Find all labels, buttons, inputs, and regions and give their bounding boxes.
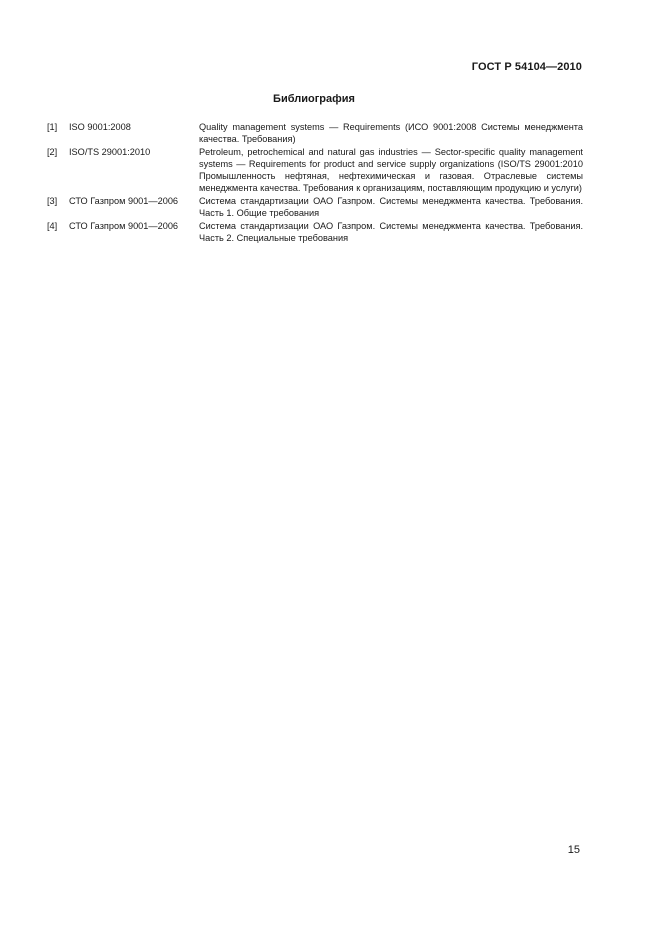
entry-number: [3] [47,196,58,206]
bibliography-list [47,121,583,245]
entry-reference: ISO 9001:2008 [69,122,131,132]
entry-description: Система стандартизации ОАО Газпром. Системы менеджмента качества. Требования. Часть 2. Специальные требования [199,221,583,243]
entry-reference: ISO/TS 29001:2010 [69,147,151,157]
entry-description: Petroleum, petrochemical and natural gas industries — Sector-specific quality management systems — Requirements for product and service supply organizations (ISO/TS 29001:2010 Промышленность нефтяная, нефтехимическая и газовая. Отраслевые системы менеджмента качества. Требования к организациям, поставляющим продукцию и услуги) [199,147,583,193]
bibliography-entry [47,195,583,219]
entry-number: [1] [47,122,58,132]
entry-reference: СТО Газпром 9001—2006 [69,221,179,231]
bibliography-entry [47,146,583,194]
section-title: Библиография [273,93,355,105]
entry-description: Система стандартизации ОАО Газпром. Системы менеджмента качества. Требования. Часть 1. Общие требования [199,196,583,218]
document-code: ГОСТ Р 54104—2010 [471,61,582,73]
entry-reference: СТО Газпром 9001—2006 [69,196,179,206]
entry-number: [2] [47,147,58,157]
entry-description: Quality management systems — Requirements (ИСО 9001:2008 Системы менеджмента качества. Требования) [199,122,583,144]
entry-number: [4] [47,221,58,231]
page-number: 15 [567,844,580,856]
bibliography-entry [47,220,583,244]
bibliography-entry [47,121,583,145]
